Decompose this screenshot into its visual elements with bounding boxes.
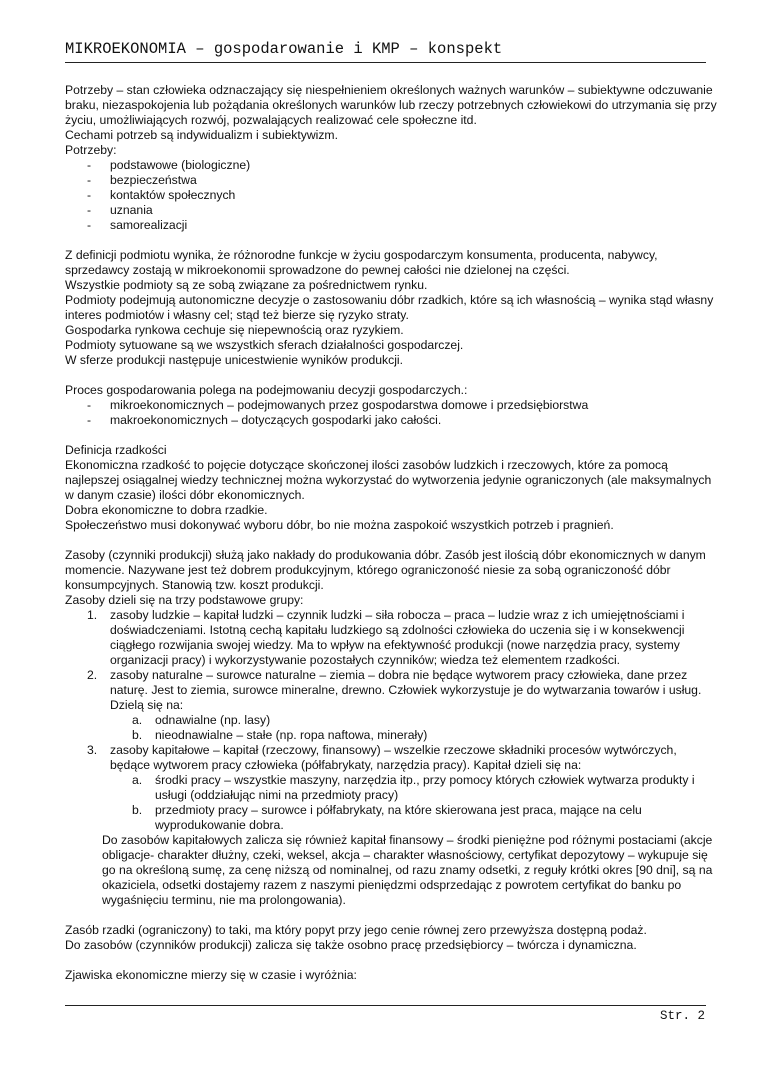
list-item-text: zasoby kapitałowe – kapitał (rzeczowy, finansowy) – wszelkie rzeczowe składniki procesów wytwórczych, będące wytworem pracy człowieka (półfabrykaty, narzędzia pracy). Kapitał dzieli się na: <box>110 743 677 772</box>
list-item <box>65 608 717 668</box>
list-item: - kontaktów społecznych <box>65 188 717 203</box>
list-marker: b. <box>132 803 143 817</box>
list-item: - bezpieczeństwa <box>65 173 717 188</box>
paragraph: Ekonomiczna rzadkość to pojęcie dotyczące skończonej ilości zasobów ludzkich i rzeczowych, które za pomocą najlepszej osiągalnej wiedzy technicznej można wykorzystać do wytworzenia jedynie ograniczonych (ale maksymalnych w danym czasie) ilości dóbr ekonomicznych. <box>65 458 712 502</box>
paragraph: Potrzeby: <box>65 143 117 157</box>
paragraph: Cechami potrzeb są indywidualizm i subiektywizm. <box>65 128 338 142</box>
paragraph: Zasób rzadki (ograniczony) to taki, ma który popyt przy jego cenie równej zero przewyższa dostępną podaż. <box>65 923 647 937</box>
paragraph: Do zasobów (czynników produkcji) zalicza się także osobno pracę przedsiębiorcy – twórcza i dynamiczna. <box>65 938 637 952</box>
list-item: - samorealizacji <box>65 218 717 233</box>
list-marker: 1. <box>87 608 98 622</box>
needs-list <box>65 158 717 233</box>
paragraph: Zjawiska ekonomiczne mierzy się w czasie i wyróżnia: <box>65 968 357 982</box>
paragraph: Proces gospodarowania polega na podejmowaniu decyzji gospodarczych.: <box>65 383 468 397</box>
section-phenomena <box>65 968 717 983</box>
resource-groups-list <box>65 608 717 833</box>
section-heading: Definicja rzadkości <box>65 443 167 457</box>
paragraph: Do zasobów kapitałowych zalicza się również kapitał finansowy – środki pieniężne pod różnymi postaciami (akcje obligacje- charakter dłużny, czeki, weksel, akcja – charakter własnościowy, certyfikat depozytowy – wykupuje się go na określoną sumę, za cenę niższą od nominalnej, od razu znamy odsetki, z reguły krótki okres [90 dni], są na okaziciela, odsetki dostajemy razem z naszymi pieniędzmi odsprzedając z powrotem certyfikat do banku po wygaśnięciu terminu, nie ma prolongowania). <box>102 833 713 907</box>
paragraph: Wszystkie podmioty są ze sobą związane za pośrednictwem rynku. <box>65 278 428 292</box>
list-item-text: nieodnawialne – stałe (np. ropa naftowa, minerały) <box>155 728 428 742</box>
document-body <box>65 83 717 983</box>
section-resources <box>65 548 717 908</box>
list-marker: b. <box>132 728 143 742</box>
paragraph: Zasoby dzieli się na trzy podstawowe grupy: <box>65 593 304 607</box>
paragraph: Zasoby (czynniki produkcji) służą jako nakłady do produkowania dóbr. Zasób jest ilością dóbr ekonomicznych w danym momencie. Nazywane jest też dobrem produkcyjnym, którego ograniczoność niesie za sobą ograniczoność dóbr konsumpcyjnych. Stanowią tzw. koszt produkcji. <box>65 548 706 592</box>
header-divider <box>65 62 706 63</box>
sublist-item <box>110 713 717 728</box>
list-item-text: środki pracy – wszystkie maszyny, narzędzia itp., przy pomocy których człowiek wytwarza produkty i usługi (oddziałując nimi na przedmioty pracy) <box>155 773 695 802</box>
page-number: Str. 2 <box>659 1009 705 1023</box>
section-scarce-resource <box>65 923 717 953</box>
paragraph: Podmioty sytuowane są we wszystkich sferach działalności gospodarczej. <box>65 338 464 352</box>
list-item <box>65 743 717 833</box>
sublist-item <box>110 773 717 803</box>
paragraph: Społeczeństwo musi dokonywać wyboru dóbr, bo nie można zaspokoić wszystkich potrzeb i pragnień. <box>65 518 614 532</box>
footer-divider <box>65 1005 706 1006</box>
sublist-item <box>110 728 717 743</box>
page-header-title: MIKROEKONOMIA – gospodarowanie i KMP – konspekt <box>65 40 503 58</box>
section-scarcity <box>65 443 717 533</box>
sublist-item <box>110 803 717 833</box>
list-item-text: odnawialne (np. lasy) <box>155 713 271 727</box>
list-item <box>65 668 717 743</box>
sublist <box>110 713 717 743</box>
list-marker: 2. <box>87 668 98 682</box>
list-item-text: zasoby ludzkie – kapitał ludzki – czynnik ludzki – siła robocza – praca – ludzie wraz z ich umiejętnościami i doświadczeniami. Istotną cechą kapitału ludzkiego są zdolności człowieka do uczenia się i w konsekwencji ciągłego rozwijania swojej wiedzy. Ma to wpływ na efektywność produkcji (nowe narzędzia pracy, systemy organizacji pracy) i wykorzystywanie pozostałych czynników; wiedza też elementem rzadkości. <box>110 608 685 667</box>
list-marker: 3. <box>87 743 98 757</box>
list-marker: a. <box>132 773 143 787</box>
paragraph: Z definicji podmiotu wynika, że różnorodne funkcje w życiu gospodarczym konsumenta, producenta, nabywcy, sprzedawcy zostają w mikroekonomii sprowadzone do pewnej całości nie dzielonej na części. <box>65 248 658 277</box>
list-item: - uznania <box>65 203 717 218</box>
paragraph: W sferze produkcji następuje unicestwienie wyników produkcji. <box>65 353 404 367</box>
sublist <box>110 773 717 833</box>
paragraph: Potrzeby – stan człowieka odznaczający się niespełnieniem określonych ważnych warunków – subiektywne odczuwanie braku, niezaspokojenia lub pożądania określonych warunków lub rzeczy potrzebnych człowiekowi do utrzymania się przy życiu, umożliwiających rozwój, pozwalających realizować cele społeczne itd. <box>65 83 717 127</box>
list-item-text: przedmioty pracy – surowce i półfabrykaty, na które skierowana jest praca, mające na celu wyprodukowanie dobra. <box>155 803 642 832</box>
paragraph: Podmioty podejmują autonomiczne decyzje o zastosowaniu dóbr rzadkich, które są ich własnością – wynika stąd własny interes podmiotów i własny cel; stąd też bierze się ryzyko straty. <box>65 293 714 322</box>
list-item-text: zasoby naturalne – surowce naturalne – ziemia – dobra nie będące wytworem pracy człowieka, dane przez naturę. Jest to ziemia, surowce mineralne, drewno. Człowiek wykorzystuje je do wytwarzania towarów i usług. Dzielą się na: <box>110 668 702 712</box>
section-needs <box>65 83 717 233</box>
list-item: - podstawowe (biologiczne) <box>65 158 717 173</box>
list-item: - makroekonomicznych – dotyczących gospodarki jako całości. <box>65 413 717 428</box>
list-marker: a. <box>132 713 143 727</box>
decisions-list <box>65 398 717 428</box>
section-subjects <box>65 248 717 368</box>
paragraph: Dobra ekonomiczne to dobra rzadkie. <box>65 503 268 517</box>
section-decisions <box>65 383 717 428</box>
paragraph: Gospodarka rynkowa cechuje się niepewnością oraz ryzykiem. <box>65 323 404 337</box>
list-item: - mikroekonomicznych – podejmowanych przez gospodarstwa domowe i przedsiębiorstwa <box>65 398 717 413</box>
